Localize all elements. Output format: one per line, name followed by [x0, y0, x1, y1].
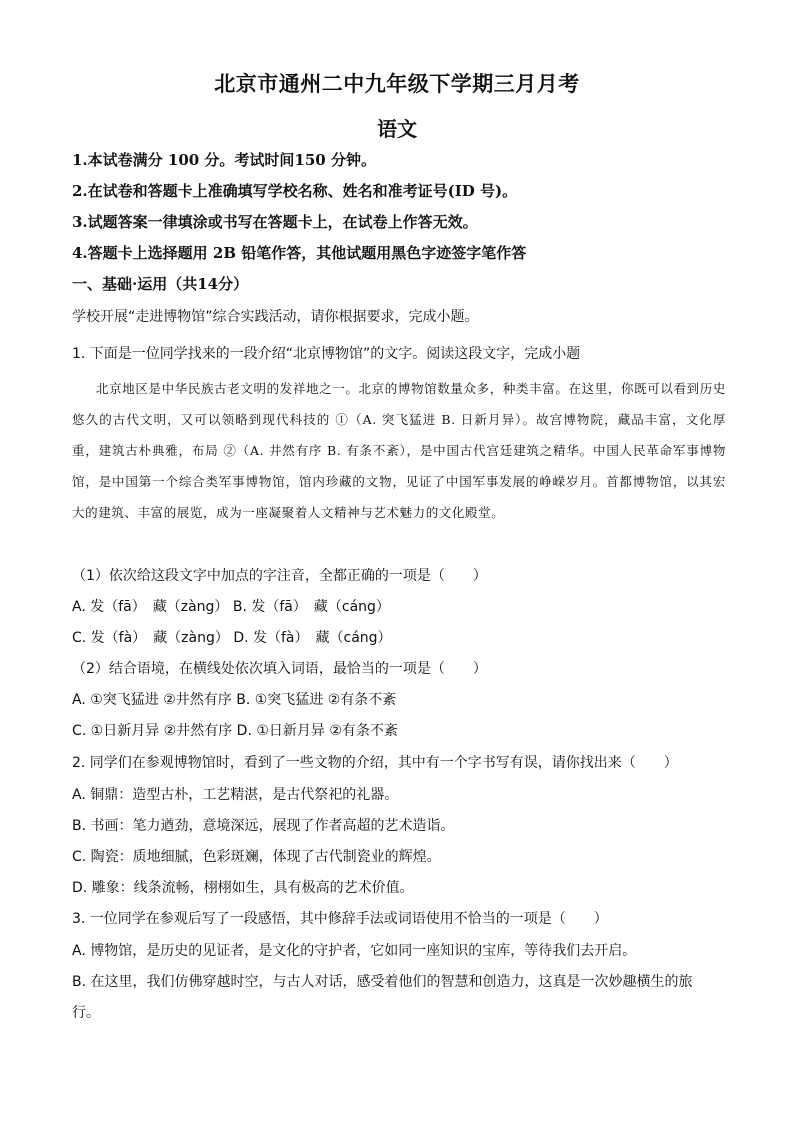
note-4: 4.答题卡上选择题用 2B 铅笔作答，其他试题用黑色字迹签字笔作答 [72, 244, 527, 262]
subquestion-1-stem: （1）依次给这段文字中加点的字注音，全都正确的一项是（ ） [72, 568, 487, 584]
question-3-option-a: A. 博物馆，是历史的见证者，是文化的守护者，它如同一座知识的宝库，等待我们去开启。 [72, 943, 637, 959]
section-heading: 一、基础·运用（共14分） [72, 275, 249, 293]
subject-title: 语文 [377, 117, 417, 141]
question-3-option-b: B. 在这里，我们仿佛穿越时空，与古人对话，感受着他们的智慧和创造力，这真是一次妙趣横生的旅 [72, 974, 693, 990]
note-3: 3.试题答案一律填涂或书写在答题卡上，在试卷上作答无效。 [72, 213, 478, 231]
section-intro: 学校开展“走进博物馆”综合实践活动，请你根据要求，完成小题。 [72, 309, 479, 325]
passage-text: 北京地区是中华民族古老文明的发祥地之一。北京的博物馆数量众多，种类丰富。在这里，你既可以看到历史悠久的古代文明，又可以领略到现代科技的 ①（A. 突飞猛进 B. 日新月异）。故宫博物院，藏品丰富，文化厚重，建筑古朴典雅，布局 ②（A. 井然有序 B. 有条不紊），是中国古代宫廷建筑之精华。中国人民革命军事博物馆，是中国第一个综合类军事博物馆，馆内珍藏的文物，见证了中国军事发展的峥嵘岁月。首都博物馆，以其宏大的建筑、丰富的展览，成为一座凝聚着人文精神与艺术魅力的文化殿堂。 [72, 381, 726, 520]
subquestion-2-options-ab: A. ①突飞猛进 ②井然有序 B. ①突飞猛进 ②有条不紊 [72, 692, 397, 708]
question-3-stem: 3. 一位同学在参观后写了一段感悟，其中修辞手法或词语使用不恰当的一项是（ ） [72, 911, 608, 927]
note-1: 1.本试卷满分 100 分。考试时间150 分钟。 [72, 151, 376, 169]
note-2: 2.在试卷和答题卡上准确填写学校名称、姓名和准考证号(ID 号)。 [72, 182, 518, 200]
question-1-stem: 1. 下面是一位同学找来的一段介绍“北京博物馆”的文字。阅读这段文字，完成小题 [72, 346, 581, 362]
reading-passage [72, 373, 726, 528]
subquestion-1-options-ab: A. 发（fā） 藏（zàng） B. 发（fā） 藏（cáng） [72, 599, 390, 615]
question-2-option-c: C. 陶瓷：质地细腻，色彩斑斓，体现了古代制瓷业的辉煌。 [72, 849, 441, 865]
question-2-stem: 2. 同学们在参观博物馆时，看到了一些文物的介绍，其中有一个字书写有误，请你找出来（ ） [72, 755, 678, 771]
subquestion-1-options-cd: C. 发（fà） 藏（zàng） D. 发（fà） 藏（cáng） [72, 630, 392, 646]
subquestion-2-stem: （2）结合语境，在横线处依次填入词语，最恰当的一项是（ ） [72, 661, 487, 677]
exam-title: 北京市通州二中九年级下学期三月月考 [214, 71, 580, 96]
question-3-option-b-continued: 行。 [72, 1005, 100, 1021]
question-2-option-b: B. 书画：笔力遒劲，意境深远，展现了作者高超的艺术造诣。 [72, 818, 455, 834]
question-2-option-d: D. 雕象：线条流畅，栩栩如生，具有极高的艺术价值。 [72, 880, 414, 896]
question-2-option-a: A. 铜鼎：造型古朴，工艺精湛，是古代祭祀的礼器。 [72, 787, 399, 803]
subquestion-2-options-cd: C. ①日新月异 ②井然有序 D. ①日新月异 ②有条不紊 [72, 723, 398, 739]
